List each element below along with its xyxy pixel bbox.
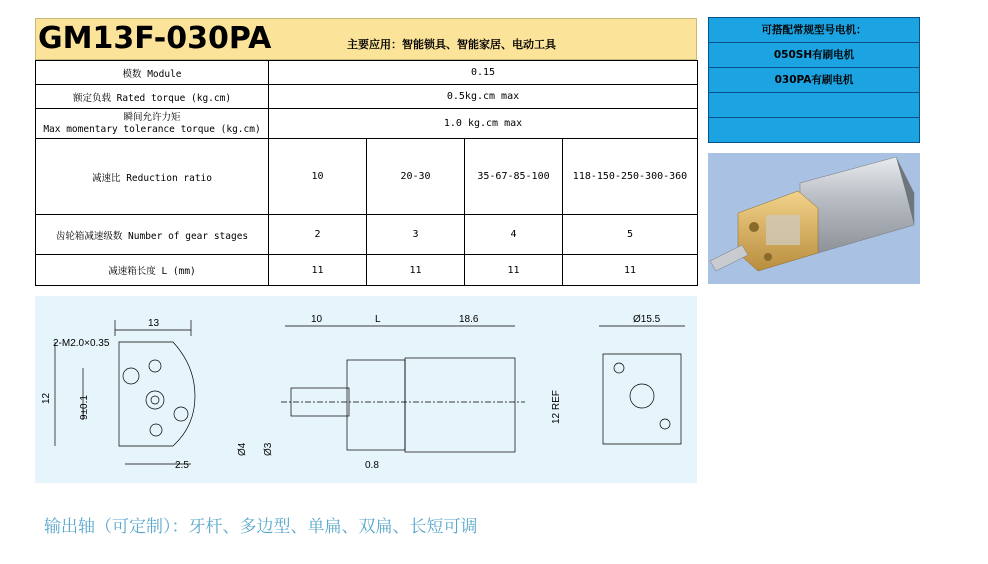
module-value: 0.15 xyxy=(269,61,698,85)
table-row xyxy=(36,109,698,139)
max-torque-label-cn: 瞬间允许力矩 xyxy=(123,111,181,123)
rated-torque-label: 额定负载 Rated torque (kg.cm) xyxy=(36,85,269,109)
max-torque-label-en: Max momentary tolerance torque (kg.cm) xyxy=(43,123,261,135)
gear-stages-value: 3 xyxy=(367,215,465,255)
table-row xyxy=(36,139,698,215)
dim-9: 9±0.1 xyxy=(79,395,90,420)
dim-hole: 2-M2.0×0.35 xyxy=(53,338,110,349)
compatible-motors-panel xyxy=(708,18,920,143)
title-bar xyxy=(35,18,697,60)
max-torque-value: 1.0 kg.cm max xyxy=(269,109,698,139)
gearbox-length-value: 11 xyxy=(269,255,367,286)
gear-stages-value: 5 xyxy=(563,215,698,255)
compatible-title: 可搭配常规型号电机： xyxy=(708,17,920,43)
model-title: GM13F-030PA xyxy=(38,21,272,56)
reduction-value: 20-30 xyxy=(367,139,465,215)
reduction-value: 10 xyxy=(269,139,367,215)
gear-stages-value: 4 xyxy=(465,215,563,255)
front-view xyxy=(41,318,195,471)
compatible-item: 030PA有刷电机 xyxy=(708,67,920,93)
module-label: 模数 Module xyxy=(36,61,269,85)
dim-12: 12 xyxy=(41,392,52,404)
spec-table xyxy=(35,60,698,286)
gear-stages-value: 2 xyxy=(269,215,367,255)
gear-stages-label: 齿轮箱减速级数 Number of gear stages xyxy=(36,215,269,255)
output-shaft-note: 输出轴（可定制）：牙杆、多边型、单扁、双扁、长短可调 xyxy=(44,517,478,537)
gearbox-length-value: 11 xyxy=(465,255,563,286)
rated-torque-value: 0.5kg.cm max xyxy=(269,85,698,109)
reduction-value: 35-67-85-100 xyxy=(465,139,563,215)
dim-13: 13 xyxy=(148,318,160,329)
dim-12ref: 12 REF xyxy=(551,390,562,424)
dim-0-8: 0.8 xyxy=(365,460,379,471)
reduction-value: 118-150-250-300-360 xyxy=(563,139,698,215)
table-row xyxy=(36,255,698,286)
dim-3: Ø3 xyxy=(263,442,274,456)
dim-L: L xyxy=(375,314,381,325)
compatible-item xyxy=(708,92,920,118)
gearbox-length-label: 减速箱长度 L (mm) xyxy=(36,255,269,286)
dim-2-5: 2.5 xyxy=(175,460,189,471)
dim-18-6: 18.6 xyxy=(459,314,479,325)
dim-4: Ø4 xyxy=(237,442,248,456)
dim-15-5: Ø15.5 xyxy=(633,314,661,325)
technical-drawing xyxy=(35,296,697,483)
compatible-item: 050SH有刷电机 xyxy=(708,42,920,68)
end-view xyxy=(599,314,685,444)
table-row xyxy=(36,215,698,255)
dim-10: 10 xyxy=(311,314,323,325)
reduction-label: 减速比 Reduction ratio xyxy=(36,139,269,215)
max-torque-label xyxy=(36,109,269,139)
motor-photo xyxy=(708,153,920,284)
motor-image xyxy=(708,153,920,284)
compatible-item xyxy=(708,117,920,143)
gearbox-length-value: 11 xyxy=(367,255,465,286)
table-row xyxy=(36,85,698,109)
side-view xyxy=(237,314,562,471)
application-text: 主要应用：智能锁具、智能家居、电动工具 xyxy=(347,38,556,51)
table-row xyxy=(36,61,698,85)
gearbox-length-value: 11 xyxy=(563,255,698,286)
